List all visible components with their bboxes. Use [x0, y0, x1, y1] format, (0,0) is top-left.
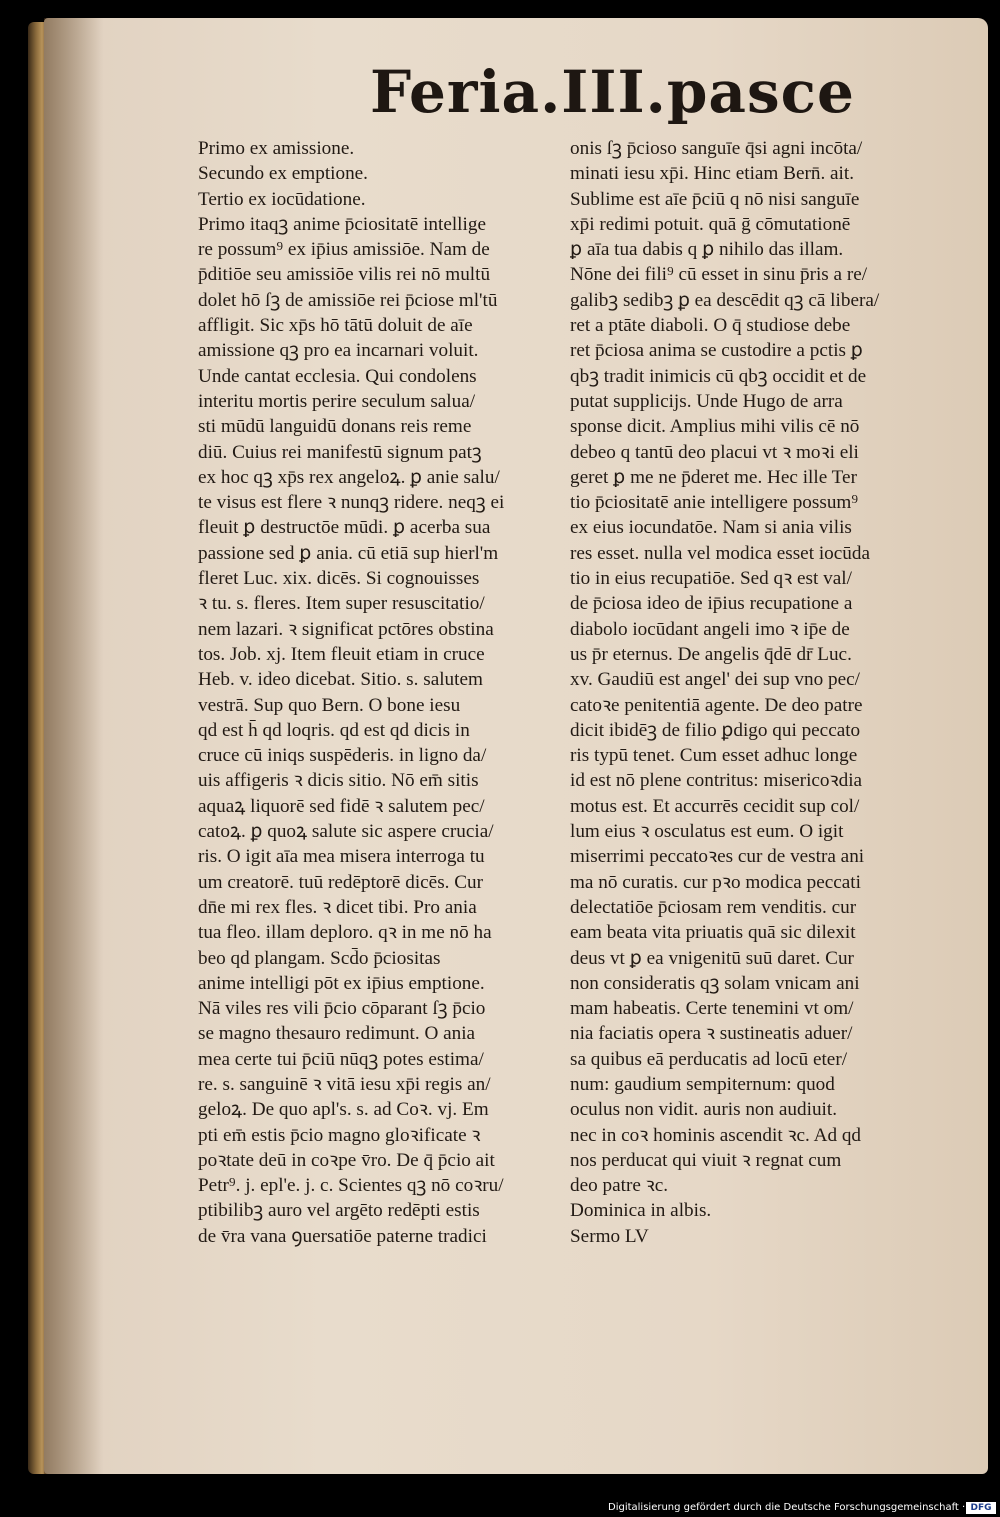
text-line: debeo q tantū deo placui vt ꝛ moꝛi eli [570, 441, 859, 463]
text-line: Sublime est aīe p̄ciū q nō nisi sanguīe [570, 188, 860, 210]
text-line: xv. Gaudiū est angel' dei sup vno pec/ [570, 669, 860, 691]
text-line: oculus non vidit. auris non audiuit. [570, 1099, 838, 1121]
text-line: affligit. Sic xp̄s hō tātū doluit de aīe [198, 315, 473, 337]
text-line: minati iesu xp̄i. Hinc etiam Bern̄. ait. [570, 163, 855, 185]
text-line: delectatiōe p̄ciosam rem venditis. cur [570, 896, 857, 918]
text-line: Unde cantat ecclesia. Qui condolens [198, 365, 477, 387]
text-line: p̄ditiōe seu amissiōe vilis rei nō multū [198, 264, 491, 286]
text-line: qd est h̄ qd loqris. qd est qd dicis in [198, 719, 470, 741]
text-line: nia faciatis opera ꝛ sustineatis aduer/ [570, 1023, 853, 1045]
text-line: te visus est flere ꝛ nunqꝫ ridere. neqꝫ ei [198, 492, 505, 514]
text-line: Tertio ex iocūdatione. [198, 188, 366, 210]
text-line: Primo itaqꝫ anime p̄ciositatē intellige [198, 213, 486, 235]
text-line: sa quibus eā perducatis ad locū eter/ [570, 1048, 848, 1070]
text-line: diabolo iocūdant angeli imo ꝛ ip̄e de [570, 618, 850, 640]
text-line: um creatorē. tuū redēptorē dicēs. Cur [198, 871, 484, 893]
text-line: Nā viles res vili p̄cio cōparant ſꝫ p̄cio [198, 998, 486, 1020]
text-line: mea certe tui p̄ciū nūqꝫ potes estima/ [198, 1048, 484, 1070]
text-line: ꝛ tu. s. fleres. Item super resuscitatio/ [198, 593, 485, 615]
text-line: geret ꝑ me ne p̄deret me. Hec ille Ter [570, 466, 857, 488]
text-line: tio in eius recupatiōe. Sed qꝛ est val/ [570, 568, 852, 590]
gutter-shadow [44, 18, 104, 1474]
text-line: deus vt ꝑ ea vnigenitū suū daret. Cur [570, 947, 854, 969]
text-line: tio p̄ciositatē anie intelligere possum⁹ [570, 492, 859, 514]
text-line: catoꝝ. ꝑ quoꝝ salute sic aspere crucia/ [198, 821, 494, 843]
running-header: Feria.III.pasce [370, 58, 855, 126]
text-line: Petr⁹. j. epl'e. j. c. Scientes qꝫ nō coꝛru/ [198, 1175, 504, 1197]
text-line: miserrimi peccatoꝛes cur de vestra ani [570, 846, 865, 868]
text-column-right [570, 136, 962, 1249]
dfg-credit-line: Digitalisierung gefördert durch die Deutsche Forschungsgemeinschaft · [608, 1502, 966, 1513]
text-line: ex eius iocundatōe. Nam si ania vilis [570, 517, 852, 539]
text-line: Dominica in albis. [570, 1200, 712, 1222]
text-line: beo qd plangam. Scd̄o p̄ciositas [198, 947, 441, 969]
text-line: sponse dicit. Amplius mihi vilis cē nō [570, 416, 860, 438]
text-line: anime intelligi pōt ex ip̄ius emptione. [198, 972, 485, 994]
text-line: fleret Luc. xix. dicēs. Si cognouisses [198, 568, 480, 590]
text-line: ꝑ aīa tua dabis q ꝑ nihilo das illam. [570, 239, 844, 261]
text-line: num: gaudium sempiternum: quod [570, 1073, 835, 1095]
text-line: res esset. nulla vel modica esset iocūda [570, 542, 870, 564]
text-line: dolet hō ſꝫ de amissiōe rei p̄ciose ml'tū [198, 289, 498, 311]
text-line: ret p̄ciosa anima se custodire a pctis ꝑ [570, 340, 863, 362]
dfg-logo: DFG [966, 1502, 996, 1514]
text-column-left [198, 136, 568, 1249]
text-line: putat supplicijs. Unde Hugo de arra [570, 390, 843, 412]
text-line: diū. Cuius rei manifestū signum patꝫ [198, 441, 482, 463]
text-line: galibꝫ sedibꝫ ꝑ ea descēdit qꝫ cā libera/ [570, 289, 880, 311]
text-line: de v̄ra vana ꝯuersatiōe paterne tradici [198, 1225, 487, 1247]
text-line: id est nō plene contritus: misericoꝛdia [570, 770, 863, 792]
text-line: Heb. v. ideo dicebat. Sitio. s. salutem [198, 669, 483, 691]
text-line: ret a ptāte diaboli. O q̄ studiose debe [570, 315, 851, 337]
text-line: nec in coꝛ hominis ascendit ꝛc. Ad qd [570, 1124, 862, 1146]
text-line: poꝛtate deū in coꝛpe v̄ro. De q̄ p̄cio ait [198, 1149, 495, 1171]
text-line: amissione qꝫ pro ea incarnari voluit. [198, 340, 479, 362]
text-line: Secundo ex emptione. [198, 163, 368, 185]
text-line: de p̄ciosa ideo de ip̄ius recupatione a [570, 593, 853, 615]
text-line: tua fleo. illam deploro. qꝛ in me nō ha [198, 922, 492, 944]
text-line: cruce cū iniqs suspēderis. in ligno da/ [198, 745, 487, 767]
text-line: ma nō curatis. cur pꝛo modica peccati [570, 871, 861, 893]
text-line: tos. Job. xj. Item fleuit etiam in cruce [198, 643, 485, 665]
text-line: passione sed ꝑ ania. cū etiā sup hierl'm [198, 542, 499, 564]
text-line: ris. O igit aīa mea misera interroga tu [198, 846, 485, 868]
text-line: sti mūdū languidū donans reis reme [198, 416, 472, 438]
text-line: re possum⁹ ex ip̄ius amissiōe. Nam de [198, 239, 490, 261]
text-line: qbꝫ tradit inimicis cū qbꝫ occidit et de [570, 365, 867, 387]
text-line: motus est. Et accurrēs cecidit sup col/ [570, 795, 860, 817]
text-line: us p̄r eternus. De angelis q̄dē dr̄ Luc. [570, 643, 852, 665]
text-line: eam beata vita priuatis quā sic dilexit [570, 922, 856, 944]
text-line: dn̄e mi rex fles. ꝛ dicet tibi. Pro ania [198, 896, 477, 918]
text-line: geloꝝ. De quo apl's. s. ad Coꝛ. vj. Em [198, 1099, 489, 1121]
text-line: uis affigeris ꝛ dicis sitio. Nō em̄ sitis [198, 770, 479, 792]
text-line: ex hoc qꝫ xp̄s rex angeloꝝ. ꝑ anie salu/ [198, 466, 500, 488]
text-line: lum eius ꝛ osculatus est eum. O igit [570, 821, 844, 843]
text-line: Nōne dei fili⁹ cū esset in sinu p̄ris a re/ [570, 264, 868, 286]
text-line: aquaꝝ liquorē sed fidē ꝛ salutem pec/ [198, 795, 485, 817]
text-line: dicit ibidēꝫ de filio ꝑdigo qui peccato [570, 719, 861, 741]
text-line: vestrā. Sup quo Bern. O bone iesu [198, 694, 461, 716]
text-line: se magno thesauro redimunt. O ania [198, 1023, 476, 1045]
text-line: re. s. sanguinē ꝛ vitā iesu xp̄i regis an/ [198, 1073, 491, 1095]
text-line: non consideratis qꝫ solam vnicam ani [570, 972, 860, 994]
text-line: onis ſꝫ p̄cioso sanguīe q̄si agni incōta/ [570, 138, 863, 159]
text-line: ptibilibꝫ auro vel argēto redēpti estis [198, 1200, 480, 1222]
text-line: fleuit ꝑ destructōe mūdi. ꝑ acerba sua [198, 517, 491, 539]
text-line: Primo ex amissione. [198, 138, 355, 159]
text-line: xp̄i redimi potuit. quā ḡ cōmutationē [570, 213, 851, 235]
text-line: mam habeatis. Certe tenemini vt om/ [570, 998, 854, 1020]
text-line: nos perducat qui viuit ꝛ regnat cum [570, 1149, 842, 1171]
text-line: interitu mortis perire seculum salua/ [198, 390, 476, 412]
text-line: ris typū tenet. Cum esset adhuc longe [570, 745, 858, 767]
text-line: deo patre ꝛc. [570, 1175, 669, 1197]
text-line: pti em̄ estis p̄cio magno gloꝛificate ꝛ [198, 1124, 481, 1146]
text-line: Sermo LV [570, 1225, 649, 1247]
text-line: nem lazari. ꝛ significat pctōres obstina [198, 618, 494, 640]
text-line: catoꝛe penitentiā agente. De deo patre [570, 694, 863, 716]
